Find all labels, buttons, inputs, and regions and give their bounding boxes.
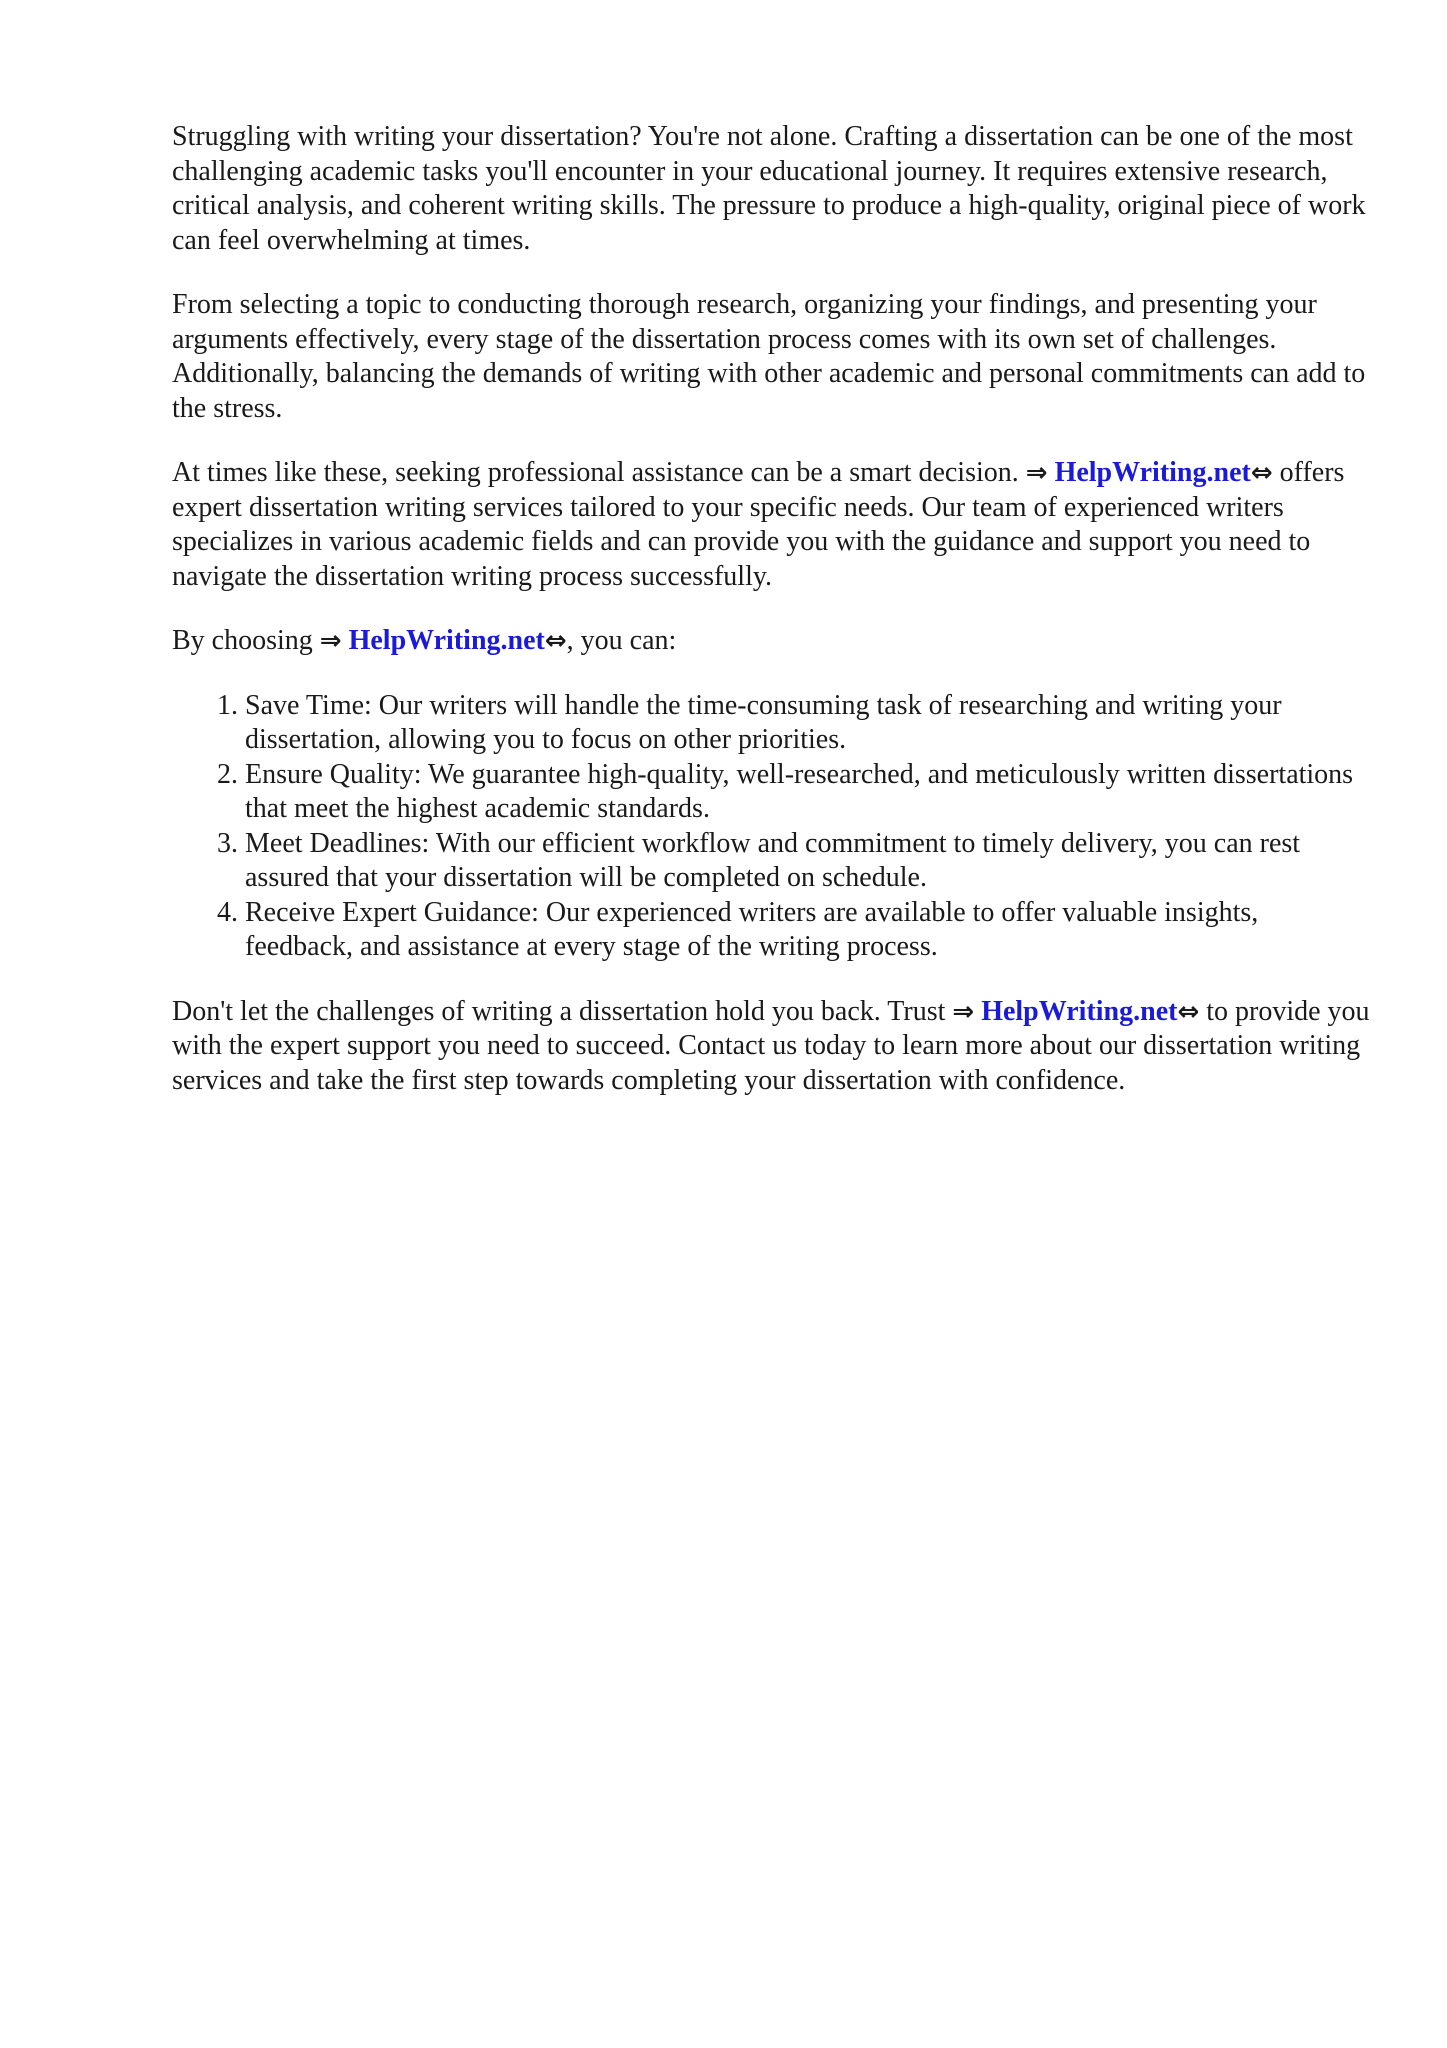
list-item: 2. Ensure Quality: We guarantee high-quality, well-researched, and meticulously written dissertations that meet the highest academic standards. — [245, 758, 1372, 827]
document-page — [172, 120, 1372, 1128]
right-arrow-icon: ⇒ — [319, 626, 342, 656]
closing-paragraph — [172, 995, 1372, 1099]
closing-text-before: Don't let the challenges of writing a dissertation hold you back. Trust — [172, 995, 946, 1027]
list-item: 1. Save Time: Our writers will handle the time-consuming task of researching and writing your dissertation, allowing you to focus on other priorities. — [245, 689, 1372, 758]
list-item: 4. Receive Expert Guidance: Our experienced writers are available to offer valuable insights, feedback, and assistance at every stage of the writing process. — [245, 896, 1372, 965]
choosing-text-after: , you can: — [566, 625, 677, 656]
double-arrow-icon: ⇔ — [544, 626, 567, 656]
helpwriting-link[interactable]: HelpWriting.net — [981, 995, 1178, 1027]
closing-text-after: to provide you with the expert support you need to succeed. Contact us today to learn more about our dissertation writing services and take the first step towards completing your dissertation with confidence. — [172, 995, 1370, 1096]
helpwriting-link[interactable]: HelpWriting.net — [348, 625, 545, 656]
right-arrow-icon: ⇒ — [952, 996, 975, 1027]
list-item: 3. Meet Deadlines: With our efficient workflow and commitment to timely delivery, you can rest assured that your dissertation will be completed on schedule. — [245, 827, 1372, 896]
helpwriting-link[interactable]: HelpWriting.net — [1054, 457, 1251, 488]
right-arrow-icon: ⇒ — [1025, 458, 1048, 488]
choosing-paragraph — [172, 624, 1372, 659]
intro-paragraph: Struggling with writing your dissertation? You're not alone. Crafting a dissertation can be one of the most challenging academic tasks you'll encounter in your educational journey. It requires extensive research, critical analysis, and coherent writing skills. The pressure to produce a high-quality, original piece of work can feel overwhelming at times. — [172, 121, 1366, 256]
assistance-paragraph — [172, 456, 1372, 594]
choosing-text-before: By choosing — [172, 625, 313, 656]
double-arrow-icon: ⇔ — [1250, 458, 1273, 488]
double-arrow-icon: ⇔ — [1177, 996, 1200, 1027]
assistance-text-after: offers expert dissertation writing services tailored to your specific needs. Our team of experienced writers specializes in various academic fields and can provide you with the guidance and support you need to navigate the dissertation writing process successfully. — [172, 457, 1345, 592]
assistance-text-before: At times like these, seeking professional assistance can be a smart decision. — [172, 457, 1019, 488]
challenges-paragraph: From selecting a topic to conducting thorough research, organizing your findings, and presenting your arguments effectively, every stage of the dissertation process comes with its own set of challenges. Additionally, balancing the demands of writing with other academic and personal commitments can add to the stress. — [172, 289, 1366, 424]
benefits-list — [172, 689, 1372, 965]
